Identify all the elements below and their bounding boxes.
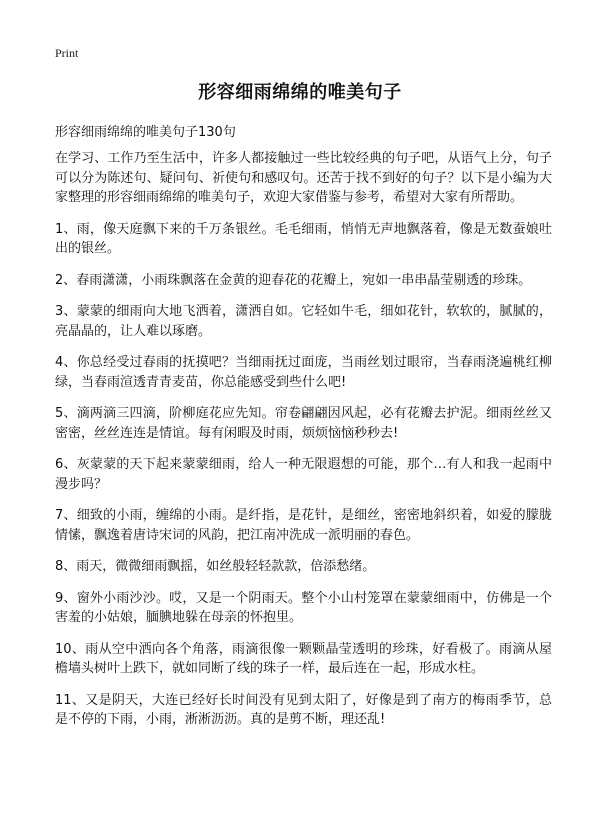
sentence-item-10: 10、雨从空中洒向各个角落，雨滴很像一颗颗晶莹透明的珍珠，好看极了。雨滴从屋檐墙头树叶上跌下，就如同断了线的珠子一样，最后连在一起，形成水柱。 (55, 641, 552, 676)
sentence-item-4: 4、你总经受过春雨的抚摸吧？当细雨抚过面庞，当雨丝划过眼帘，当春雨浇遍桃红柳绿，当春雨渲透青青麦苗，你总能感受到些什么吧! (55, 355, 552, 390)
article-subtitle: 形容细雨绵绵的唯美句子130句 (55, 125, 236, 140)
sentence-item-3: 3、蒙蒙的细雨向大地飞洒着，潇洒自如。它轻如牛毛，细如花针，软软的，腻腻的，亮晶晶的，让人难以琢磨。 (55, 304, 552, 339)
article-body (55, 149, 552, 742)
page-title: 形容细雨绵绵的唯美句子 (198, 82, 402, 103)
print-link[interactable]: Print (55, 46, 79, 60)
intro-paragraph: 在学习、工作乃至生活中，许多人都接触过一些比较经典的句子吧，从语气上分，句子可以分为陈述句、疑问句、祈使句和感叹句。还苦于找不到好的句子？以下是小编为大家整理的形容细雨绵绵的唯美句子，欢迎大家借鉴与参考，希望对大家有所帮助。 (55, 151, 552, 205)
sentence-item-6: 6、灰蒙蒙的天下起来蒙蒙细雨，给人一种无限遐想的可能，那个…有人和我一起雨中漫步吗？ (55, 457, 552, 492)
sentence-item-5: 5、滴两滴三四滴，阶柳庭花应先知。帘卷翩翩因风起，必有花瓣去护泥。细雨丝丝又密密，丝丝连连是情谊。每有闲暇及时雨，烦烦恼恼秒秒去! (55, 406, 552, 441)
sentence-item-9: 9、窗外小雨沙沙。哎，又是一个阴雨天。整个小山村笼罩在蒙蒙细雨中，仿佛是一个害羞的小姑娘，腼腆地躲在母亲的怀抱里。 (55, 590, 552, 625)
sentence-item-11: 11、又是阴天，大连已经好长时间没有见到太阳了，好像是到了南方的梅雨季节，总是不停的下雨，小雨，淅淅沥沥。真的是剪不断，理还乱! (55, 692, 552, 727)
sentence-item-1: 1、雨，像天庭飘下来的千万条银丝。毛毛细雨，悄悄无声地飘落着，像是无数蚕娘吐出的银丝。 (55, 221, 552, 256)
sentence-item-2: 2、春雨潇潇，小雨珠飘落在金黄的迎春花的花瓣上，宛如一串串晶莹剔透的珍珠。 (55, 272, 532, 288)
sentence-item-7: 7、细致的小雨，缠绵的小雨。是纤指，是花针，是细丝，密密地斜织着，如爱的朦胧情愫，飘逸着唐诗宋词的风韵，把江南冲洗成一派明丽的春色。 (55, 508, 552, 543)
sentence-item-8: 8、雨天，微微细雨飘摇，如丝般轻轻款款，倍添愁绪。 (55, 559, 376, 574)
